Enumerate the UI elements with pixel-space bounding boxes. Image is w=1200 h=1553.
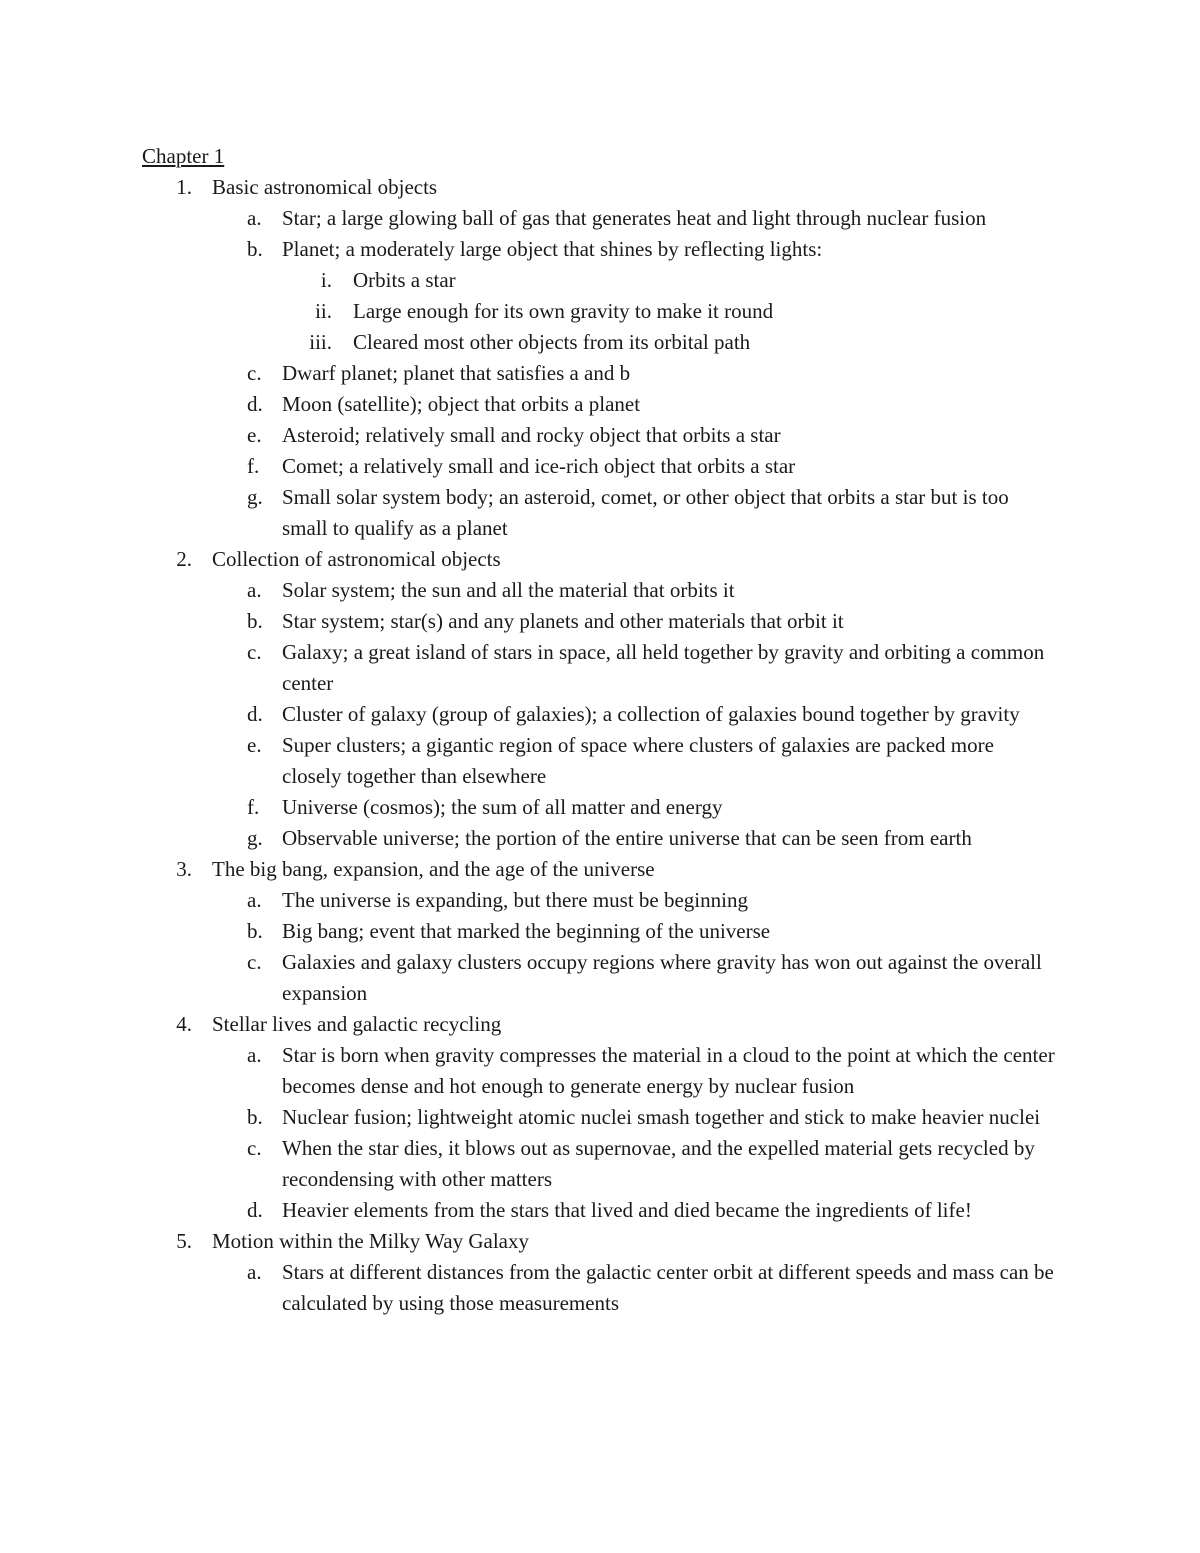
list-item-text: Universe (cosmos); the sum of all matter and energy [282,795,723,819]
list-item-text: The universe is expanding, but there must be beginning [282,888,748,912]
list-item-text: Cleared most other objects from its orbital path [353,330,751,354]
list-marker: 1. [176,175,192,199]
list-marker: d. [247,702,263,726]
list-item-text: Nuclear fusion; lightweight atomic nuclei smash together and stick to make heavier nuclei [282,1105,1041,1129]
list-marker: 3. [176,857,192,881]
outline-item-level-2 [142,358,1057,389]
list-marker: 5. [176,1229,192,1253]
list-item-text: Small solar system body; an asteroid, comet, or other object that orbits a star but is too small to qualify as a planet [282,485,1009,540]
list-marker: g. [247,826,263,850]
list-item-text: Galaxy; a great island of stars in space, all held together by gravity and orbiting a common center [282,640,1045,695]
list-item-text: Cluster of galaxy (group of galaxies); a collection of galaxies bound together by gravity [282,702,1020,726]
list-marker: f. [247,795,260,819]
list-marker: 2. [176,547,192,571]
list-item-text: Collection of astronomical objects [212,547,501,571]
outline-item-level-2 [142,637,1057,699]
outline-item-level-2 [142,885,1057,916]
list-item-text: Orbits a star [353,268,456,292]
outline-item-level-2 [142,699,1057,730]
list-item-text: The big bang, expansion, and the age of the universe [212,857,655,881]
list-item-text: Star; a large glowing ball of gas that generates heat and light through nuclear fusion [282,206,987,230]
list-marker: c. [247,1136,262,1160]
list-marker: d. [247,1198,263,1222]
notes-content [142,141,1067,1319]
list-item-text: Basic astronomical objects [212,175,438,199]
outline-item-level-1 [142,172,1062,203]
outline-item-level-2 [142,916,1057,947]
outline-item-level-2 [142,1257,1057,1319]
outline-item-level-2 [142,234,1057,265]
list-marker: e. [247,733,262,757]
list-marker: c. [247,361,262,385]
list-marker: b. [247,609,263,633]
list-marker: g. [247,485,263,509]
list-marker: b. [247,237,263,261]
outline-item-level-3 [142,265,1053,296]
outline-item-level-2 [142,1195,1057,1226]
outline-item-level-3 [142,327,1053,358]
outline-item-level-3 [142,296,1053,327]
outline-list [142,172,1067,1319]
list-item-text: Motion within the Milky Way Galaxy [212,1229,529,1253]
list-marker: ii. [315,299,332,323]
list-item-text: Large enough for its own gravity to make it round [353,299,774,323]
outline-item-level-2 [142,1102,1057,1133]
outline-item-level-2 [142,947,1057,1009]
list-marker: b. [247,1105,263,1129]
list-marker: c. [247,950,262,974]
outline-item-level-2 [142,203,1057,234]
outline-item-level-1 [142,854,1062,885]
list-marker: d. [247,392,263,416]
outline-item-level-2 [142,606,1057,637]
list-marker: b. [247,919,263,943]
list-marker: i. [320,268,332,292]
list-marker: a. [247,206,262,230]
outline-item-level-2 [142,420,1057,451]
list-item-text: Comet; a relatively small and ice-rich object that orbits a star [282,454,796,478]
list-item-text: Big bang; event that marked the beginning of the universe [282,919,771,943]
outline-item-level-2 [142,482,1057,544]
list-marker: a. [247,578,262,602]
list-item-text: Dwarf planet; planet that satisfies a and b [282,361,631,385]
outline-item-level-1 [142,544,1062,575]
list-item-text: Stellar lives and galactic recycling [212,1012,502,1036]
list-marker: a. [247,888,262,912]
list-item-text: Heavier elements from the stars that lived and died became the ingredients of life! [282,1198,972,1222]
outline-item-level-1 [142,1226,1062,1257]
outline-item-level-2 [142,575,1057,606]
list-item-text: Observable universe; the portion of the entire universe that can be seen from earth [282,826,972,850]
outline-item-level-2 [142,451,1057,482]
outline-item-level-2 [142,792,1057,823]
list-item-text: When the star dies, it blows out as supernovae, and the expelled material gets recycled by recondensing with other matters [282,1136,1035,1191]
list-item-text: Asteroid; relatively small and rocky object that orbits a star [282,423,781,447]
list-item-text: Super clusters; a gigantic region of space where clusters of galaxies are packed more closely together than elsewhere [282,733,994,788]
outline-item-level-2 [142,389,1057,420]
list-item-text: Planet; a moderately large object that shines by reflecting lights: [282,237,823,261]
list-marker: iii. [309,330,332,354]
outline-item-level-2 [142,823,1057,854]
list-marker: a. [247,1260,262,1284]
list-item-text: Star is born when gravity compresses the material in a cloud to the point at which the center becomes dense and hot enough to generate energy by nuclear fusion [282,1043,1055,1098]
outline-item-level-2 [142,1040,1057,1102]
list-item-text: Galaxies and galaxy clusters occupy regions where gravity has won out against the overall expansion [282,950,1042,1005]
list-marker: e. [247,423,262,447]
list-item-text: Stars at different distances from the galactic center orbit at different speeds and mass can be calculated by using those measurements [282,1260,1054,1315]
list-item-text: Solar system; the sun and all the material that orbits it [282,578,735,602]
list-marker: 4. [176,1012,192,1036]
outline-item-level-2 [142,730,1057,792]
list-marker: f. [247,454,260,478]
list-marker: c. [247,640,262,664]
outline-item-level-1 [142,1009,1062,1040]
outline-item-level-2 [142,1133,1057,1195]
list-item-text: Moon (satellite); object that orbits a planet [282,392,641,416]
list-item-text: Star system; star(s) and any planets and other materials that orbit it [282,609,844,633]
page-title: Chapter 1 [142,144,225,168]
list-marker: a. [247,1043,262,1067]
